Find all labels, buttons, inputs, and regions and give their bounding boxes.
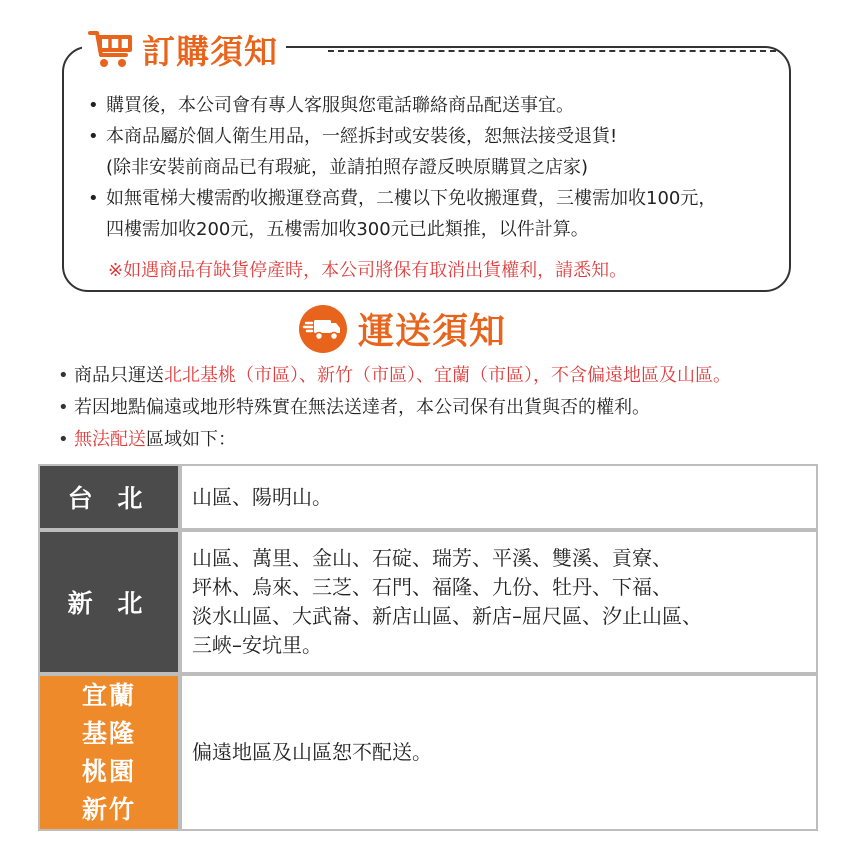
shipping-item-3 xyxy=(58,424,731,456)
shipping-item-1-prefix: 商品只運送 xyxy=(74,365,164,386)
row-value-line: 山區、陽明山。 xyxy=(192,484,332,509)
shopping-cart-icon xyxy=(88,29,134,69)
row-value-line: 三峽–安坑里。 xyxy=(192,633,322,657)
table-row-taipei xyxy=(40,466,816,528)
order-item-2-note: (除非安裝前商品已有瑕疵，並請拍照存證反映原購買之店家) xyxy=(106,157,589,178)
order-item-3: • 如無電梯大樓需酌收搬運登高費，二樓以下免收搬運費，三樓需加收100元， xyxy=(86,183,786,214)
table-row-new-taipei xyxy=(40,532,816,672)
row-label-other-cities xyxy=(40,676,178,829)
order-item-2: • 本商品屬於個人衛生用品，一經拆封或安裝後，恕無法接受退貨! xyxy=(86,121,786,152)
shipping-item-3-highlight: 無法配送 xyxy=(74,429,146,450)
row-value-other-cities xyxy=(182,676,816,829)
order-warning-text: ※如遇商品有缺貨停產時，本公司將保有取消出貨權利，請悉知。 xyxy=(108,260,628,281)
shipping-item-1 xyxy=(58,360,731,392)
row-value-line: 坪林、烏來、三芝、石門、福隆、九份、牡丹、下福、 xyxy=(192,575,672,599)
city-label: 新竹 xyxy=(81,794,136,824)
order-item-1: • 購買後，本公司會有專人客服與您電話聯絡商品配送事宜。 xyxy=(86,90,786,121)
order-notice-list xyxy=(86,90,786,245)
city-label: 宜蘭 xyxy=(81,680,136,710)
order-notice-title: 訂購須知 xyxy=(142,31,278,71)
order-item-3-continuation: 四樓需加收200元，五樓需加收300元已此類推，以件計算。 xyxy=(106,219,589,240)
row-value-taipei xyxy=(182,466,816,528)
city-label: 基隆 xyxy=(81,718,136,748)
row-value-line: 淡水山區、大武崙、新店山區、新店–屈尺區、汐止山區、 xyxy=(192,604,702,628)
shipping-notice-header xyxy=(298,303,506,354)
delivery-truck-icon xyxy=(298,304,348,354)
row-label-taipei: 台 北 xyxy=(40,466,178,528)
shipping-notice-title: 運送須知 xyxy=(358,311,507,352)
city-label: 桃園 xyxy=(81,756,136,786)
row-value-line: 山區、萬里、金山、石碇、瑞芳、平溪、雙溪、貢寮、 xyxy=(192,546,672,570)
shipping-item-1-areas: 北北基桃（市區）、新竹（市區）、宜蘭（市區），不含偏遠地區及山區。 xyxy=(164,365,731,386)
row-label-new-taipei: 新 北 xyxy=(40,532,178,672)
row-value-new-taipei xyxy=(182,532,816,672)
shipping-item-2: • 若因地點偏遠或地形特殊實在無法送達者，本公司保有出貨與否的權利。 xyxy=(58,392,731,424)
row-value-line: 偏遠地區及山區恕不配送。 xyxy=(192,740,432,764)
shipping-notice-list xyxy=(58,360,731,456)
shipping-item-3-suffix: 區域如下： xyxy=(146,429,236,450)
table-row-other-cities xyxy=(40,676,816,829)
non-delivery-area-table xyxy=(38,464,818,831)
header-dashed-divider xyxy=(328,50,776,52)
order-notice-header xyxy=(82,26,286,72)
